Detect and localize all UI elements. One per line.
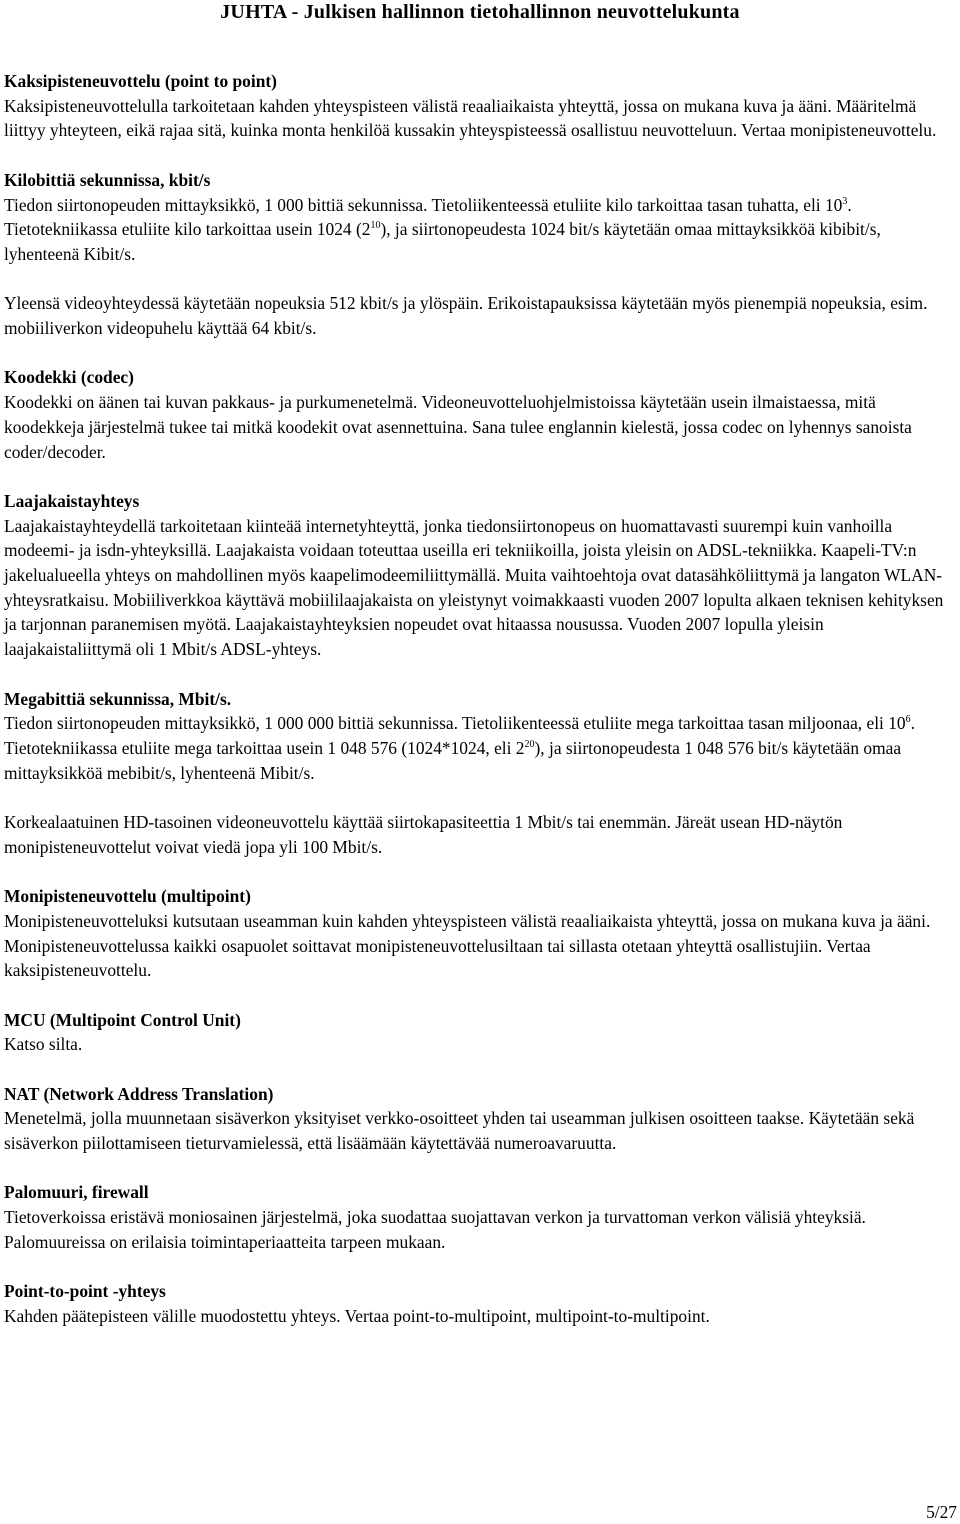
page-header: JUHTA - Julkisen hallinnon tietohallinnon neuvottelukunta [220,1,740,23]
exponent: 10 [370,220,381,232]
entry-description: Koodekki on äänen tai kuvan pakkaus- ja purkumenetelmä. Videoneuvotteluohjelmistoissa käytetään usein ilmaistaessa, mitä koodekkeja järjestelmä tukee tai mitkä koodekit ovat asennettuina. Sana tulee englannin kielestä, jossa codec on lyhennys sanoista coder/decoder. [4,392,912,462]
exponent: 6 [905,714,911,726]
glossary-entry-point-to-point [4,1279,949,1328]
entry-term: Laajakaistayhteys [4,490,140,511]
glossary-content [4,69,949,1353]
entry-term: Monipisteneuvottelu (multipoint) [4,886,251,907]
entry-text-part: . Tietotekniikassa etuliite kilo tarkoittaa usein 1024 (2 [4,194,852,240]
entry-description: Kahden päätepisteen välille muodostettu yhteys. Vertaa point-to-multipoint, multipoint-to-multipoint. [4,1305,710,1326]
entry-term: Kaksipisteneuvottelu (point to point) [4,71,277,91]
entry-text-part: . Tietotekniikassa etuliite mega tarkoittaa usein 1 048 576 (1024*1024, eli 2 [4,713,915,758]
entry-description: Kaksipisteneuvottelulla tarkoitetaan kahden yhteyspisteen välistä reaaliaikaista yhteyttä, jossa on mukana kuva ja ääni. Määritelmä liittyy yhteyteen, eikä rajaa sitä, kuinka monta henkilöä kussakin yhteyspisteessä osallistuu neuvotteluun. Vertaa monipisteneuvottelu. [4,95,937,141]
glossary-entry-megabittia [4,687,949,860]
exponent: 20 [524,738,535,750]
glossary-entry-palomuuri [4,1180,949,1254]
glossary-entry-koodekki [4,365,949,464]
glossary-entry-kilobittia [4,168,949,341]
entry-text-part: Tiedon siirtonopeuden mittayksikkö, 1 000 000 bittiä sekunnissa. Tietoliikenteessä etuliite mega tarkoittaa tasan miljoonaa, eli 10 [4,713,906,734]
page-number: 5/27 [926,1502,957,1522]
entry-description [4,711,949,785]
entry-text-part: ), ja siirtonopeudesta 1024 bit/s käytetään omaa mittayksikköä kibibit/s, lyhenteenä Kibit/s. [4,219,881,264]
glossary-entry-mcu [4,1008,949,1057]
exponent: 3 [842,195,848,207]
glossary-entry-kaksipisteneuvottelu [4,69,949,143]
entry-extra-paragraph: Yleensä videoyhteydessä käytetään nopeuksia 512 kbit/s ja ylöspäin. Erikoistapauksissa käytetään myös pienempiä nopeuksia, esim. mobiiliverkon videopuhelu käyttää 64 kbit/s. [4,293,928,338]
glossary-entry-laajakaistayhteys [4,489,949,662]
glossary-entry-monipisteneuvottelu [4,884,949,983]
entry-term: Koodekki (codec) [4,367,134,388]
entry-term: Palomuuri, firewall [4,1182,149,1203]
entry-extra-paragraph: Korkealaatuinen HD-tasoinen videoneuvottelu käyttää siirtokapasiteettia 1 Mbit/s tai enemmän. Järeät usean HD-näytön monipisteneuvottelut voivat viedä jopa yli 100 Mbit/s. [4,812,843,857]
entry-term: Kilobittiä sekunnissa, kbit/s [4,169,211,190]
entry-description: Katso silta. [4,1034,83,1055]
entry-term: Point-to-point -yhteys [4,1281,166,1302]
entry-term: MCU (Multipoint Control Unit) [4,1009,241,1030]
entry-term: Megabittiä sekunnissa, Mbit/s. [4,688,232,709]
entry-text-part: Tiedon siirtonopeuden mittayksikkö, 1 000 bittiä sekunnissa. Tietoliikenteessä etuliite kilo tarkoittaa tasan tuhatta, eli 10 [4,194,843,215]
entry-description [4,193,949,267]
glossary-entry-nat [4,1082,949,1156]
entry-text-part: ), ja siirtonopeudesta 1 048 576 bit/s käytetään omaa mittayksikköä mebibit/s, lyhenteenä Mibit/s. [4,737,902,783]
entry-description: Monipisteneuvotteluksi kutsutaan useamman kuin kahden yhteyspisteen välistä reaaliaikaista yhteyttä, jossa on mukana kuva ja ääni. Monipisteneuvottelussa kaikki osapuolet soittavat monipisteneuvottelusiltaan tai sillasta otetaan yhteyttä osallistujiin. Vertaa kaksipisteneuvottelu. [4,910,931,981]
entry-description: Menetelmä, jolla muunnetaan sisäverkon yksityiset verkko-osoitteet yhden tai useamman julkisen osoitteen taakse. Käytetään sekä sisäverkon piilottamiseen tieturvamielessä, että lisäämään käytettävää numeroavaruutta. [4,1108,915,1154]
entry-description: Tietoverkoissa eristävä moniosainen järjestelmä, joka suodattaa suojattavan verkon ja turvattoman verkon välisiä yhteyksiä. Palomuureissa on erilaisia toimintaperiaatteita tarpeen mukaan. [4,1207,866,1252]
entry-description: Laajakaistayhteydellä tarkoitetaan kiinteää internetyhteyttä, jonka tiedonsiirtonopeus on huomattavasti suurempi kuin vanhoilla modeemi- ja isdn-yhteyksillä. Laajakaista voidaan toteuttaa useilla eri tekniikoilla, joista yleisin on ADSL-tekniikka. Kaapeli-TV:n jakelualueella yhteys on mahdollinen myös kaapelimodeemiliittymällä. Muita vaihtoehtoja ovat datasähköliittymä ja langaton WLAN-yhteysratkaisu. Mobiiliverkkoa käyttävä mobiililaajakaista on yleistynyt voimakkaasti vuoden 2007 lopulta alkaen teknisen kehityksen ja tarjonnan paranemisen myötä. Laajakaistayhteyksien nopeudet ovat hitaassa nousussa. Vuoden 2007 lopulla yleisin laajakaistaliittymä oli 1 Mbit/s ADSL-yhteys. [4,515,944,660]
entry-term: NAT (Network Address Translation) [4,1083,274,1104]
